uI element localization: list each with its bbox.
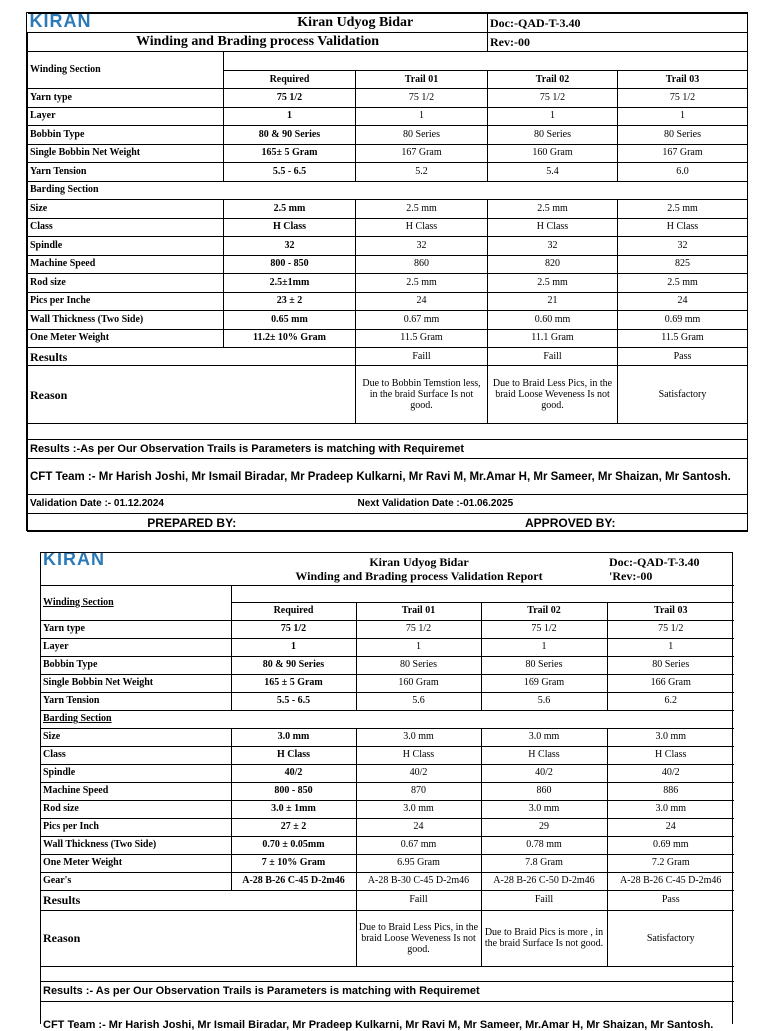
- trail-03-value: 3.0 mm: [607, 728, 734, 746]
- row-label: Pics per Inche: [28, 292, 224, 311]
- trail-03-value: 6.0: [618, 163, 748, 182]
- results-label: Results: [41, 890, 356, 910]
- required-value: 165± 5 Gram: [224, 144, 356, 163]
- col-trail-01: Trail 01: [356, 602, 481, 620]
- kiran-logo: KIRAN: [43, 553, 105, 569]
- table-row: [28, 107, 748, 126]
- trail-03-value: 825: [618, 255, 748, 274]
- required-value: 5.5 - 6.5: [224, 163, 356, 182]
- table-row: [41, 656, 734, 674]
- trail-02-value: 29: [481, 818, 607, 836]
- trail-02-value: 1: [481, 638, 607, 656]
- trail-01-value: 1: [356, 107, 488, 126]
- required-value: 3.0 mm: [231, 728, 356, 746]
- table-row: [28, 89, 748, 108]
- trail-02-value: 160 Gram: [488, 144, 618, 163]
- required-value: 40/2: [231, 764, 356, 782]
- trail-03-value: 1: [618, 107, 748, 126]
- trail-01-value: 80 Series: [356, 126, 488, 145]
- table-row: [41, 872, 734, 890]
- row-label: Yarn type: [28, 89, 224, 108]
- trail-03-value: A-28 B-26 C-45 D-2m46: [607, 872, 734, 890]
- trail-03-value: 80 Series: [607, 656, 734, 674]
- next-validation-date: Next Validation Date :-01.06.2025: [356, 495, 748, 514]
- table-row: [28, 255, 748, 274]
- col-required: Required: [224, 71, 356, 89]
- required-value: 0.65 mm: [224, 311, 356, 330]
- row-label: Gear's: [41, 872, 231, 890]
- trail-03-value: 0.69 mm: [607, 836, 734, 854]
- table-row: [41, 620, 734, 638]
- row-label: Layer: [28, 107, 224, 126]
- trail-02-value: 80 Series: [481, 656, 607, 674]
- required-value: A-28 B-26 C-45 D-2m46: [231, 872, 356, 890]
- table-row: [28, 218, 748, 237]
- table-row: [28, 311, 748, 330]
- kiran-logo: KIRAN: [29, 13, 92, 31]
- trail-02-value: 80 Series: [488, 126, 618, 145]
- table-row: [41, 782, 734, 800]
- row-label: Single Bobbin Net Weight: [41, 674, 231, 692]
- table-row: [41, 692, 734, 710]
- required-value: 11.2± 10% Gram: [224, 329, 356, 348]
- trail-02-value: 169 Gram: [481, 674, 607, 692]
- header-title-block: [231, 553, 607, 585]
- col-trail-02: Trail 02: [488, 71, 618, 89]
- trail-01-value: 2.5 mm: [356, 274, 488, 293]
- trail-02-value: 0.60 mm: [488, 311, 618, 330]
- col-trail-03: Trail 03: [618, 71, 748, 89]
- results-note: Results :-As per Our Observation Trails is Parameters is matching with Requiremet: [28, 440, 748, 459]
- col-trail-01: Trail 01: [356, 71, 488, 89]
- trail-03-value: 3.0 mm: [607, 800, 734, 818]
- required-value: 800 - 850: [231, 782, 356, 800]
- row-label: Layer: [41, 638, 231, 656]
- trail-01-value: 1: [356, 638, 481, 656]
- row-label: Size: [41, 728, 231, 746]
- trail-01-value: 3.0 mm: [356, 728, 481, 746]
- table-row: [28, 292, 748, 311]
- trail-03-value: 0.69 mm: [618, 311, 748, 330]
- result-trail-01: Faill: [356, 890, 481, 910]
- table-row: [28, 126, 748, 145]
- required-value: H Class: [231, 746, 356, 764]
- required-value: 5.5 - 6.5: [231, 692, 356, 710]
- required-value: 23 ± 2: [224, 292, 356, 311]
- sheet1-table: [27, 13, 748, 532]
- required-value: 80 & 90 Series: [231, 656, 356, 674]
- row-label: Yarn type: [41, 620, 231, 638]
- spacer: [41, 966, 734, 981]
- table-row: [41, 836, 734, 854]
- table-row: [41, 638, 734, 656]
- result-trail-01: Faill: [356, 348, 488, 366]
- trail-01-value: 5.6: [356, 692, 481, 710]
- trail-01-value: H Class: [356, 218, 488, 237]
- required-value: 800 - 850: [224, 255, 356, 274]
- row-label: Rod size: [41, 800, 231, 818]
- trail-03-value: 886: [607, 782, 734, 800]
- spacer: [28, 424, 748, 440]
- trail-01-value: 860: [356, 255, 488, 274]
- document-title: Winding and Brading process Validation Report: [295, 568, 543, 583]
- trail-03-value: 24: [607, 818, 734, 836]
- trail-02-value: 3.0 mm: [481, 728, 607, 746]
- reason-label: Reason: [41, 910, 356, 966]
- trail-02-value: H Class: [488, 218, 618, 237]
- trail-02-value: 7.8 Gram: [481, 854, 607, 872]
- required-value: 2.5 mm: [224, 200, 356, 219]
- cft-team: CFT Team :- Mr Harish Joshi, Mr Ismail Biradar, Mr Pradeep Kulkarni, Mr Ravi M, Mr Sameer, Mr.Amar H, Mr Shaizan, Mr Santosh.: [41, 1001, 734, 1031]
- trail-03-value: H Class: [607, 746, 734, 764]
- trail-01-value: 0.67 mm: [356, 311, 488, 330]
- trail-01-value: 870: [356, 782, 481, 800]
- required-value: 3.0 ± 1mm: [231, 800, 356, 818]
- trail-01-value: 160 Gram: [356, 674, 481, 692]
- trail-03-value: 24: [618, 292, 748, 311]
- trail-01-value: 6.95 Gram: [356, 854, 481, 872]
- header-doc-block: [607, 553, 734, 585]
- row-label: Class: [28, 218, 224, 237]
- reason-trail-02: Due to Braid Pics is more , in the braid Surface Is not good.: [481, 910, 607, 966]
- reason-trail-02: Due to Braid Less Pics, in the braid Loose Weveness Is not good.: [488, 366, 618, 424]
- table-row: [41, 728, 734, 746]
- required-value: 80 & 90 Series: [224, 126, 356, 145]
- document-title: Winding and Brading process Validation: [28, 33, 488, 52]
- doc-number: Doc:-QAD-T-3.40: [488, 14, 748, 33]
- row-label: Wall Thickness (Two Side): [41, 836, 231, 854]
- row-label: Size: [28, 200, 224, 219]
- doc-number: Doc:-QAD-T-3.40: [609, 554, 700, 569]
- trail-01-value: 3.0 mm: [356, 800, 481, 818]
- trail-01-value: 75 1/2: [356, 620, 481, 638]
- trail-01-value: 167 Gram: [356, 144, 488, 163]
- row-label: Rod size: [28, 274, 224, 293]
- trail-03-value: 7.2 Gram: [607, 854, 734, 872]
- results-row: [28, 348, 748, 366]
- row-label: One Meter Weight: [28, 329, 224, 348]
- required-value: 165 ± 5 Gram: [231, 674, 356, 692]
- required-value: H Class: [224, 218, 356, 237]
- trail-02-value: 32: [488, 237, 618, 256]
- row-label: Machine Speed: [28, 255, 224, 274]
- cft-team: CFT Team :- Mr Harish Joshi, Mr Ismail Biradar, Mr Pradeep Kulkarni, Mr Ravi M, Mr.Amar H, Mr Sameer, Mr Shaizan, Mr Santosh.: [28, 459, 748, 495]
- winding-section-heading: Winding Section: [41, 585, 231, 620]
- approved-by: APPROVED BY:: [356, 514, 748, 532]
- winding-section-heading: Winding Section: [28, 52, 224, 89]
- trail-03-value: 6.2: [607, 692, 734, 710]
- logo-cell: [41, 553, 231, 585]
- trail-03-value: 32: [618, 237, 748, 256]
- required-value: 75 1/2: [231, 620, 356, 638]
- trail-01-value: A-28 B-30 C-45 D-2m46: [356, 872, 481, 890]
- trail-02-value: 1: [488, 107, 618, 126]
- trail-01-value: 2.5 mm: [356, 200, 488, 219]
- col-trail-02: Trail 02: [481, 602, 607, 620]
- col-trail-03: Trail 03: [607, 602, 734, 620]
- trail-02-value: 21: [488, 292, 618, 311]
- trail-02-value: 5.4: [488, 163, 618, 182]
- required-value: 1: [224, 107, 356, 126]
- results-note: Results :- As per Our Observation Trails is Parameters is matching with Requiremet: [41, 981, 734, 1001]
- validation-sheet-1: [26, 12, 748, 531]
- company-name: Kiran Udyog Bidar: [224, 14, 488, 33]
- trail-01-value: H Class: [356, 746, 481, 764]
- result-trail-03: Pass: [618, 348, 748, 366]
- reason-row: [41, 910, 734, 966]
- col-required: Required: [231, 602, 356, 620]
- trail-03-value: 1: [607, 638, 734, 656]
- trail-02-value: 11.1 Gram: [488, 329, 618, 348]
- trail-01-value: 24: [356, 292, 488, 311]
- trail-03-value: 80 Series: [618, 126, 748, 145]
- barding-section-heading: Barding Section: [41, 710, 734, 728]
- row-label: Spindle: [41, 764, 231, 782]
- trail-02-value: 75 1/2: [488, 89, 618, 108]
- table-row: [28, 200, 748, 219]
- trail-01-value: 24: [356, 818, 481, 836]
- reason-trail-03: Satisfactory: [607, 910, 734, 966]
- table-row: [28, 144, 748, 163]
- row-label: Spindle: [28, 237, 224, 256]
- required-value: 27 ± 2: [231, 818, 356, 836]
- spacer: [231, 585, 734, 602]
- table-row: [28, 237, 748, 256]
- trail-02-value: 2.5 mm: [488, 274, 618, 293]
- table-row: [28, 163, 748, 182]
- required-value: 1: [231, 638, 356, 656]
- table-row: [41, 746, 734, 764]
- row-label: Yarn Tension: [28, 163, 224, 182]
- reason-trail-01: Due to Braid Less Pics, in the braid Loose Weveness Is not good.: [356, 910, 481, 966]
- required-value: 0.70 ± 0.05mm: [231, 836, 356, 854]
- table-row: [28, 274, 748, 293]
- required-value: 7 ± 10% Gram: [231, 854, 356, 872]
- reason-trail-01: Due to Bobbin Temstion less, in the braid Surface Is not good.: [356, 366, 488, 424]
- spacer: [224, 52, 748, 71]
- trail-03-value: 2.5 mm: [618, 274, 748, 293]
- result-trail-03: Pass: [607, 890, 734, 910]
- trail-02-value: 5.6: [481, 692, 607, 710]
- result-trail-02: Faill: [488, 348, 618, 366]
- trail-02-value: H Class: [481, 746, 607, 764]
- row-label: Single Bobbin Net Weight: [28, 144, 224, 163]
- table-row: [41, 764, 734, 782]
- row-label: One Meter Weight: [41, 854, 231, 872]
- trail-01-value: 0.67 mm: [356, 836, 481, 854]
- company-name: Kiran Udyog Bidar: [369, 554, 469, 569]
- row-label: Machine Speed: [41, 782, 231, 800]
- trail-02-value: 2.5 mm: [488, 200, 618, 219]
- table-row: [41, 674, 734, 692]
- table-row: [41, 818, 734, 836]
- sheet2-table: [41, 553, 734, 1031]
- row-label: Bobbin Type: [28, 126, 224, 145]
- logo-cell: [28, 14, 224, 33]
- reason-label: Reason: [28, 366, 356, 424]
- validation-sheet-2: [40, 552, 733, 1031]
- trail-03-value: 75 1/2: [607, 620, 734, 638]
- trail-01-value: 75 1/2: [356, 89, 488, 108]
- trail-02-value: 0.78 mm: [481, 836, 607, 854]
- results-label: Results: [28, 348, 356, 366]
- trail-03-value: 2.5 mm: [618, 200, 748, 219]
- trail-03-value: 167 Gram: [618, 144, 748, 163]
- trail-01-value: 11.5 Gram: [356, 329, 488, 348]
- result-trail-02: Faill: [481, 890, 607, 910]
- trail-02-value: 3.0 mm: [481, 800, 607, 818]
- table-row: [28, 329, 748, 348]
- trail-02-value: 820: [488, 255, 618, 274]
- trail-01-value: 32: [356, 237, 488, 256]
- revision: Rev:-00: [488, 33, 748, 52]
- revision: 'Rev:-00: [609, 568, 653, 583]
- row-label: Bobbin Type: [41, 656, 231, 674]
- required-value: 2.5±1mm: [224, 274, 356, 293]
- trail-02-value: 40/2: [481, 764, 607, 782]
- required-value: 75 1/2: [224, 89, 356, 108]
- trail-01-value: 5.2: [356, 163, 488, 182]
- required-value: 32: [224, 237, 356, 256]
- row-label: Pics per Inch: [41, 818, 231, 836]
- trail-03-value: 166 Gram: [607, 674, 734, 692]
- trail-01-value: 40/2: [356, 764, 481, 782]
- table-row: [41, 854, 734, 872]
- trail-03-value: 11.5 Gram: [618, 329, 748, 348]
- validation-date: Validation Date :- 01.12.2024: [28, 495, 356, 514]
- trail-01-value: 80 Series: [356, 656, 481, 674]
- row-label: Yarn Tension: [41, 692, 231, 710]
- trail-03-value: 75 1/2: [618, 89, 748, 108]
- trail-02-value: 860: [481, 782, 607, 800]
- trail-03-value: 40/2: [607, 764, 734, 782]
- reason-row: [28, 366, 748, 424]
- results-row: [41, 890, 734, 910]
- trail-02-value: 75 1/2: [481, 620, 607, 638]
- trail-03-value: H Class: [618, 218, 748, 237]
- table-row: [41, 800, 734, 818]
- trail-02-value: A-28 B-26 C-50 D-2m46: [481, 872, 607, 890]
- prepared-by: PREPARED BY:: [28, 514, 356, 532]
- barding-section-heading: Barding Section: [28, 181, 748, 200]
- reason-trail-03: Satisfactory: [618, 366, 748, 424]
- row-label: Wall Thickness (Two Side): [28, 311, 224, 330]
- row-label: Class: [41, 746, 231, 764]
